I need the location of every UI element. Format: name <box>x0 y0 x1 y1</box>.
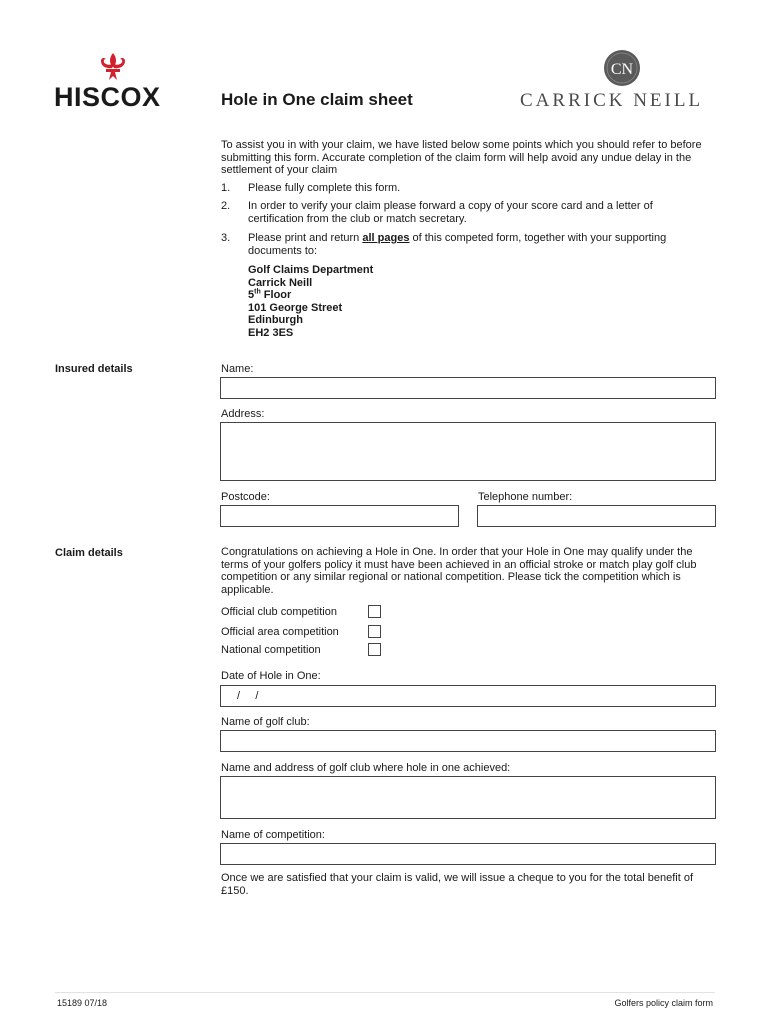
postcode-input[interactable] <box>220 505 459 527</box>
intro-paragraph: To assist you in with your claim, we have listed below some points which you should refer to before submitting this form. Accurate completion of the claim form will help avoid any undue delay in the settlement of your claim <box>221 139 702 176</box>
step-text: Please fully complete this form. <box>248 182 401 194</box>
footer-divider <box>55 992 715 993</box>
step-number: 1. <box>221 182 231 194</box>
claim-details-heading: Claim details <box>55 547 123 559</box>
date-input[interactable] <box>220 685 716 707</box>
name-input[interactable] <box>220 377 716 399</box>
golf-club-input[interactable] <box>220 730 716 752</box>
step-text: In order to verify your claim please forward a copy of your score card and a letter of certification from the club or match secretary. <box>248 200 653 225</box>
competition-name-input[interactable] <box>220 843 716 865</box>
hiscox-logo-text: HISCOX <box>54 82 161 112</box>
date-label: Date of Hole in One: <box>221 670 321 682</box>
closing-paragraph: Once we are satisfied that your claim is valid, we will issue a cheque to you for the total benefit of £150. <box>221 872 694 897</box>
golf-club-label: Name of golf club: <box>221 716 310 728</box>
postal-address: Golf Claims Department Carrick Neill 5th Floor 101 George Street Edinburgh EH2 3ES <box>248 264 374 339</box>
step-text: Please print and return all pages of this competed form, together with your supporting documents to: <box>248 232 667 257</box>
carrick-neill-logo-text: CARRICK NEILL <box>520 90 704 111</box>
hiscox-fleur-de-lis-logo <box>97 52 129 82</box>
page-title: Hole in One claim sheet <box>221 90 413 109</box>
insured-details-heading: Insured details <box>55 363 133 375</box>
name-label: Name: <box>221 363 254 375</box>
form-name: Golfers policy claim form <box>614 998 713 1008</box>
carrick-neill-initials: CN <box>610 61 634 78</box>
postcode-label: Postcode: <box>221 491 270 503</box>
official-club-competition-checkbox[interactable] <box>368 605 381 618</box>
date-separators: / / <box>237 690 259 702</box>
step-number: 3. <box>221 232 231 244</box>
competition-name-label: Name of competition: <box>221 829 325 841</box>
carrick-neill-monogram-logo <box>603 49 641 87</box>
competition-option-label: Official area competition <box>221 626 339 638</box>
form-code: 15189 07/18 <box>57 998 108 1008</box>
claim-intro-paragraph: Congratulations on achieving a Hole in One. In order that your Hole in One may qualify under the terms of your golfers policy it must have been achieved in an official stroke or match play golf club competition or any similar regional or national competition. Please tick the competition which is applicable. <box>221 546 697 596</box>
club-address-input[interactable] <box>220 776 716 819</box>
competition-option-label: Official club competition <box>221 606 337 618</box>
club-address-label: Name and address of golf club where hole in one achieved: <box>221 762 511 774</box>
official-area-competition-checkbox[interactable] <box>368 625 381 638</box>
all-pages-emphasis: all pages <box>362 232 410 244</box>
national-competition-checkbox[interactable] <box>368 643 381 656</box>
address-label: Address: <box>221 408 265 420</box>
telephone-input[interactable] <box>477 505 716 527</box>
competition-option-label: National competition <box>221 644 321 656</box>
address-input[interactable] <box>220 422 716 481</box>
step-number: 2. <box>221 200 231 212</box>
telephone-label: Telephone number: <box>478 491 573 503</box>
